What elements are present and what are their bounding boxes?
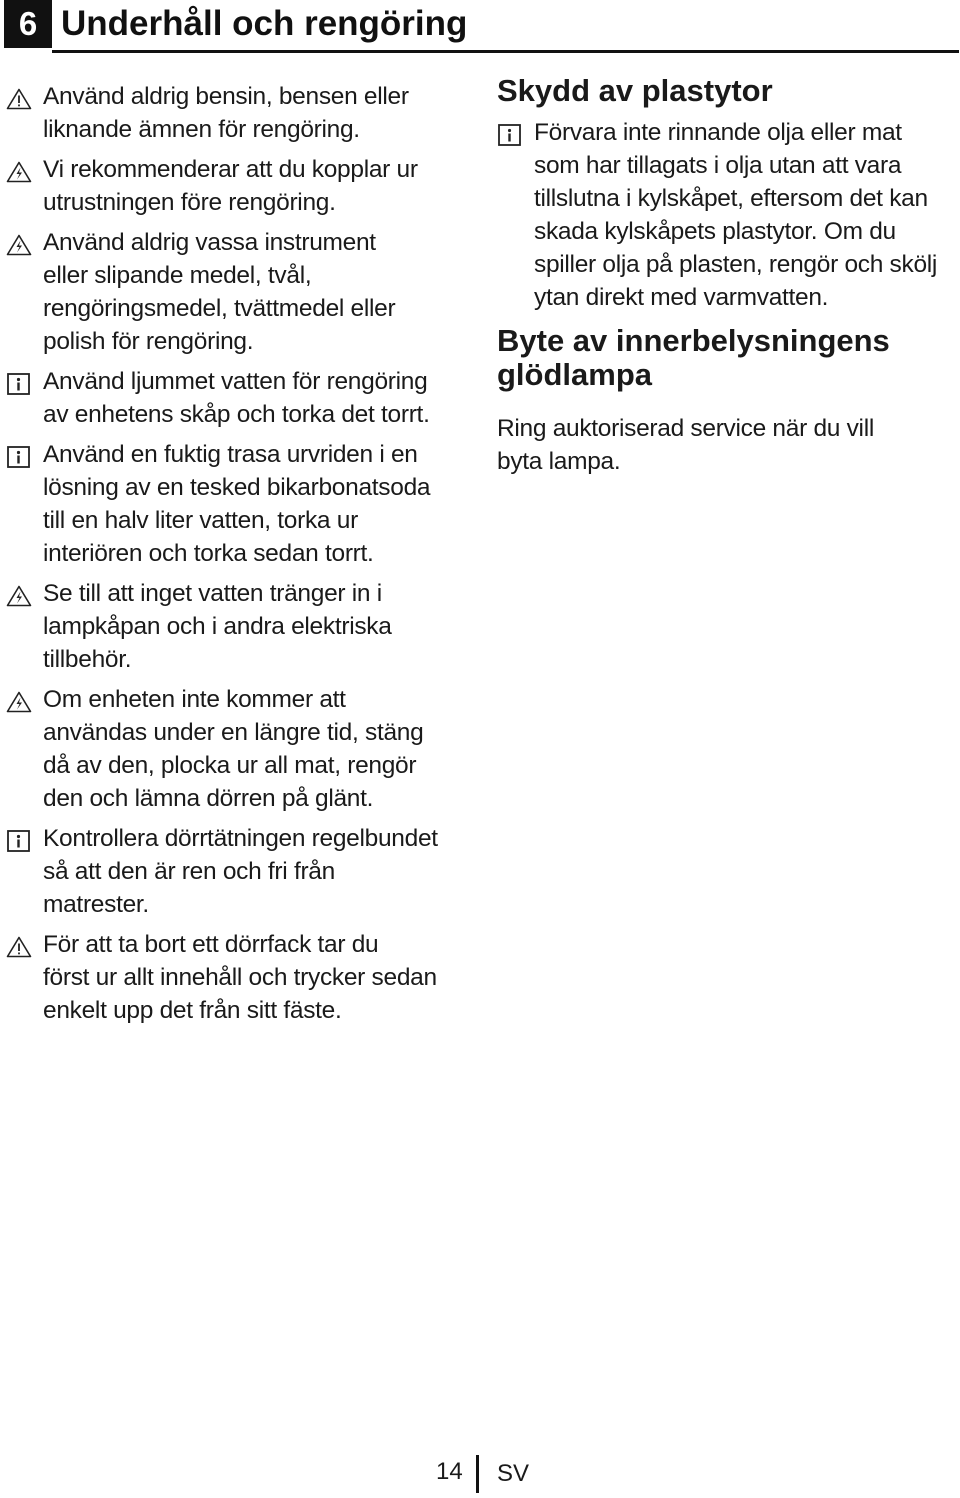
instruction-line: Kontrollera dörrtätningen regelbundet: [43, 825, 438, 852]
right-column: [497, 74, 959, 478]
instruction-line: användas under en längre tid, stäng: [43, 719, 424, 746]
instruction-line: Se till att inget vatten tränger in i: [43, 580, 382, 607]
instruction-line: Använd en fuktig trasa urvriden i en: [43, 441, 418, 468]
info-icon: [6, 444, 32, 466]
instruction-item: [6, 683, 472, 815]
instruction-line: För att ta bort ett dörrfack tar du: [43, 931, 379, 958]
instruction-item: [6, 226, 472, 358]
instruction-line: enkelt upp det från sitt fäste.: [43, 997, 342, 1024]
instruction-item: [6, 577, 472, 676]
chapter-number: 6: [4, 0, 52, 48]
instruction-line: skada kylskåpets plastytor. Om du: [534, 218, 896, 245]
instruction-line: Använd aldrig vassa instrument: [43, 229, 376, 256]
instruction-line: interiören och torka sedan torrt.: [43, 540, 374, 567]
instruction-item: [6, 80, 472, 146]
instruction-line: eller slipande medel, tvål,: [43, 262, 312, 289]
info-icon: [497, 122, 523, 144]
electric-hazard-icon: [6, 583, 32, 605]
warning-triangle-icon: [6, 934, 32, 956]
instruction-line: utrustningen före rengöring.: [43, 189, 336, 216]
instruction-line: Förvara inte rinnande olja eller mat: [534, 119, 902, 146]
footer-divider: [476, 1455, 479, 1493]
instruction-line: tillbehör.: [43, 646, 132, 673]
instruction-item: [6, 822, 472, 921]
instruction-line: Använd aldrig bensin, bensen eller: [43, 83, 409, 110]
instruction-line: till en halv liter vatten, torka ur: [43, 507, 358, 534]
instruction-line: lösning av en tesked bikarbonatsoda: [43, 474, 431, 501]
instruction-line: först ur allt innehåll och trycker sedan: [43, 964, 437, 991]
instruction-line: av enhetens skåp och torka det torrt.: [43, 401, 430, 428]
electric-hazard-icon: [6, 689, 32, 711]
paragraph-line: byta lampa.: [497, 448, 621, 475]
info-icon: [6, 828, 32, 850]
instruction-item: [6, 365, 472, 431]
instruction-line: Om enheten inte kommer att: [43, 686, 346, 713]
instruction-item: [6, 438, 472, 570]
chapter-title: Underhåll och rengöring: [61, 4, 468, 43]
page-number: 14: [436, 1458, 463, 1485]
instruction-line: den och lämna dörren på glänt.: [43, 785, 374, 812]
electric-hazard-icon: [6, 159, 32, 181]
section-heading-lamp: [497, 324, 959, 392]
warning-triangle-icon: [6, 86, 32, 108]
instruction-line: så att den är ren och fri från: [43, 858, 335, 885]
instruction-line: ytan direkt med varmvatten.: [534, 284, 829, 311]
instruction-line: tillslutna i kylskåpet, eftersom det kan: [534, 185, 928, 212]
header-rule: [52, 50, 959, 53]
instruction-line: Vi rekommenderar att du kopplar ur: [43, 156, 418, 183]
instruction-line: matrester.: [43, 891, 149, 918]
instruction-item: [6, 928, 472, 1027]
instruction-line: rengöringsmedel, tvättmedel eller: [43, 295, 396, 322]
page-footer: [0, 1455, 960, 1495]
instruction-line: som har tillagats i olja utan att vara: [534, 152, 902, 179]
instruction-line: då av den, plocka ur all mat, rengör: [43, 752, 417, 779]
instruction-line: lampkåpan och i andra elektriska: [43, 613, 392, 640]
info-icon: [6, 371, 32, 393]
instruction-item: [6, 153, 472, 219]
left-column: [6, 80, 472, 1034]
page-header: [4, 0, 959, 54]
heading-line: Byte av innerbelysningens: [497, 323, 890, 358]
instruction-item-plastic: [497, 116, 959, 314]
language-code: SV: [497, 1460, 530, 1487]
lamp-paragraph: [497, 412, 959, 478]
instruction-line: spiller olja på plasten, rengör och skölj: [534, 251, 938, 278]
heading-line: glödlampa: [497, 357, 653, 392]
section-heading-plastic: Skydd av plastytor: [497, 73, 773, 108]
instruction-line: polish för rengöring.: [43, 328, 254, 355]
electric-hazard-icon: [6, 232, 32, 254]
paragraph-line: Ring auktoriserad service när du vill: [497, 415, 874, 442]
instruction-line: Använd ljummet vatten för rengöring: [43, 368, 428, 395]
instruction-line: liknande ämnen för rengöring.: [43, 116, 360, 143]
